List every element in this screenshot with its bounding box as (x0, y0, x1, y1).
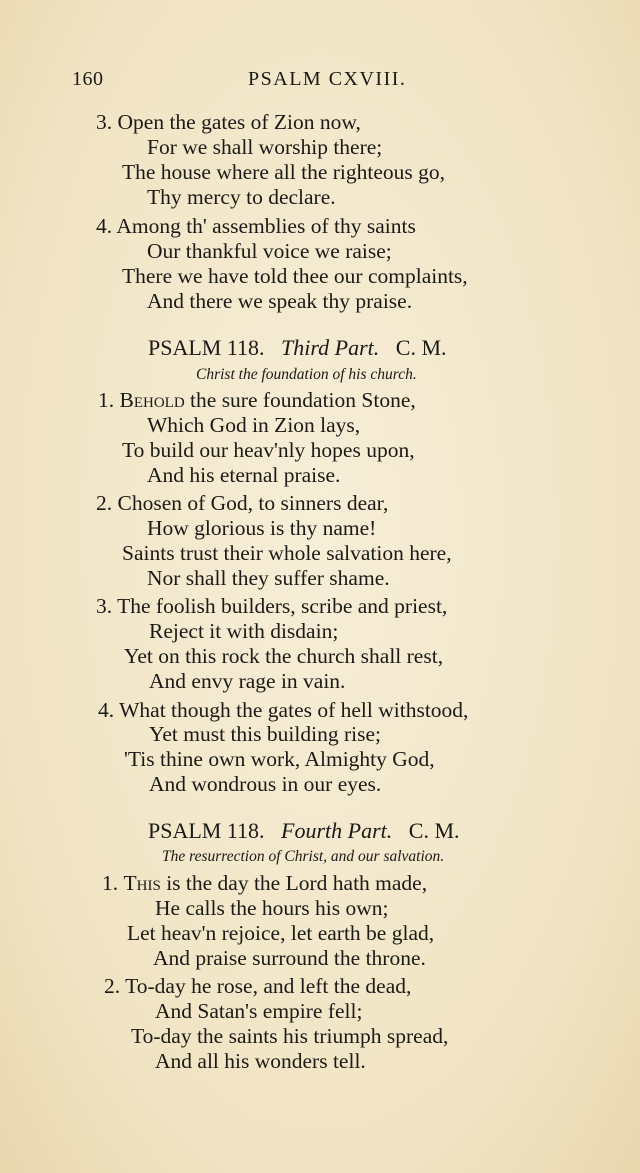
verse-number: 4. (96, 214, 113, 238)
verse-number: 1. (98, 388, 115, 412)
verse-number: 1. (102, 871, 119, 895)
verse-line: Thy mercy to declare. (147, 185, 336, 209)
verse-line: 3. The foolish builders, scribe and priest, (96, 594, 448, 618)
verse-line: How glorious is thy name! (147, 516, 377, 540)
verse-line: And all his wonders tell. (155, 1049, 366, 1073)
verse-line: The house where all the righteous go, (122, 160, 446, 184)
verse-line: 4. Among th' assemblies of thy saints (96, 214, 416, 238)
verse-line: Yet on this rock the church shall rest, (124, 644, 444, 668)
section-heading: PSALM 118. Third Part. C. M. (148, 335, 447, 360)
verse-line: Saints trust their whole salvation here, (122, 541, 452, 565)
verse-line: And envy rage in vain. (149, 669, 346, 693)
verse-line: To-day the saints his triumph spread, (131, 1024, 449, 1048)
verse-line: And his eternal praise. (147, 463, 341, 487)
running-head: PSALM CXVIII. (248, 68, 407, 90)
verse-line: Let heav'n rejoice, let earth be glad, (127, 921, 435, 945)
verse-line: Our thankful voice we raise; (147, 239, 392, 263)
verse-line: 2. To-day he rose, and left the dead, (104, 974, 412, 998)
verse-line: To build our heav'nly hopes upon, (122, 438, 415, 462)
verse-line: Yet must this building rise; (149, 722, 381, 746)
verse-line: 2. Chosen of God, to sinners dear, (96, 491, 389, 515)
verse-line: For we shall worship there; (147, 135, 383, 159)
verse-number: 3. (96, 110, 113, 134)
verse-line: And wondrous in our eyes. (149, 772, 382, 796)
page-header (72, 68, 592, 98)
verse-line: Nor shall they suffer shame. (147, 566, 390, 590)
verse-number: 2. (104, 974, 121, 998)
verse-line: 1. Behold the sure foundation Stone, (98, 388, 416, 412)
verse-number: 3. (96, 594, 113, 618)
section-heading: PSALM 118. Fourth Part. C. M. (148, 818, 460, 843)
verse-line: 4. What though the gates of hell withstood, (98, 698, 469, 722)
section-subtitle: Christ the foundation of his church. (196, 366, 417, 383)
verse-number: 2. (96, 491, 113, 515)
verse-line: And praise surround the throne. (153, 946, 426, 970)
verse-line: He calls the hours his own; (155, 896, 389, 920)
verse-line: And Satan's empire fell; (155, 999, 363, 1023)
verse-line: 'Tis thine own work, Almighty God, (124, 747, 435, 771)
verse-number: 4. (98, 698, 115, 722)
page-number: 160 (72, 68, 104, 90)
verse-line: There we have told thee our complaints, (122, 264, 468, 288)
verse-line: Which God in Zion lays, (147, 413, 361, 437)
verse-line: 1. This is the day the Lord hath made, (102, 871, 428, 895)
verse-line: 3. Open the gates of Zion now, (96, 110, 361, 134)
verse-line: And there we speak thy praise. (147, 289, 413, 313)
section-subtitle: The resurrection of Christ, and our salvation. (162, 848, 445, 865)
verse-line: Reject it with disdain; (149, 619, 339, 643)
